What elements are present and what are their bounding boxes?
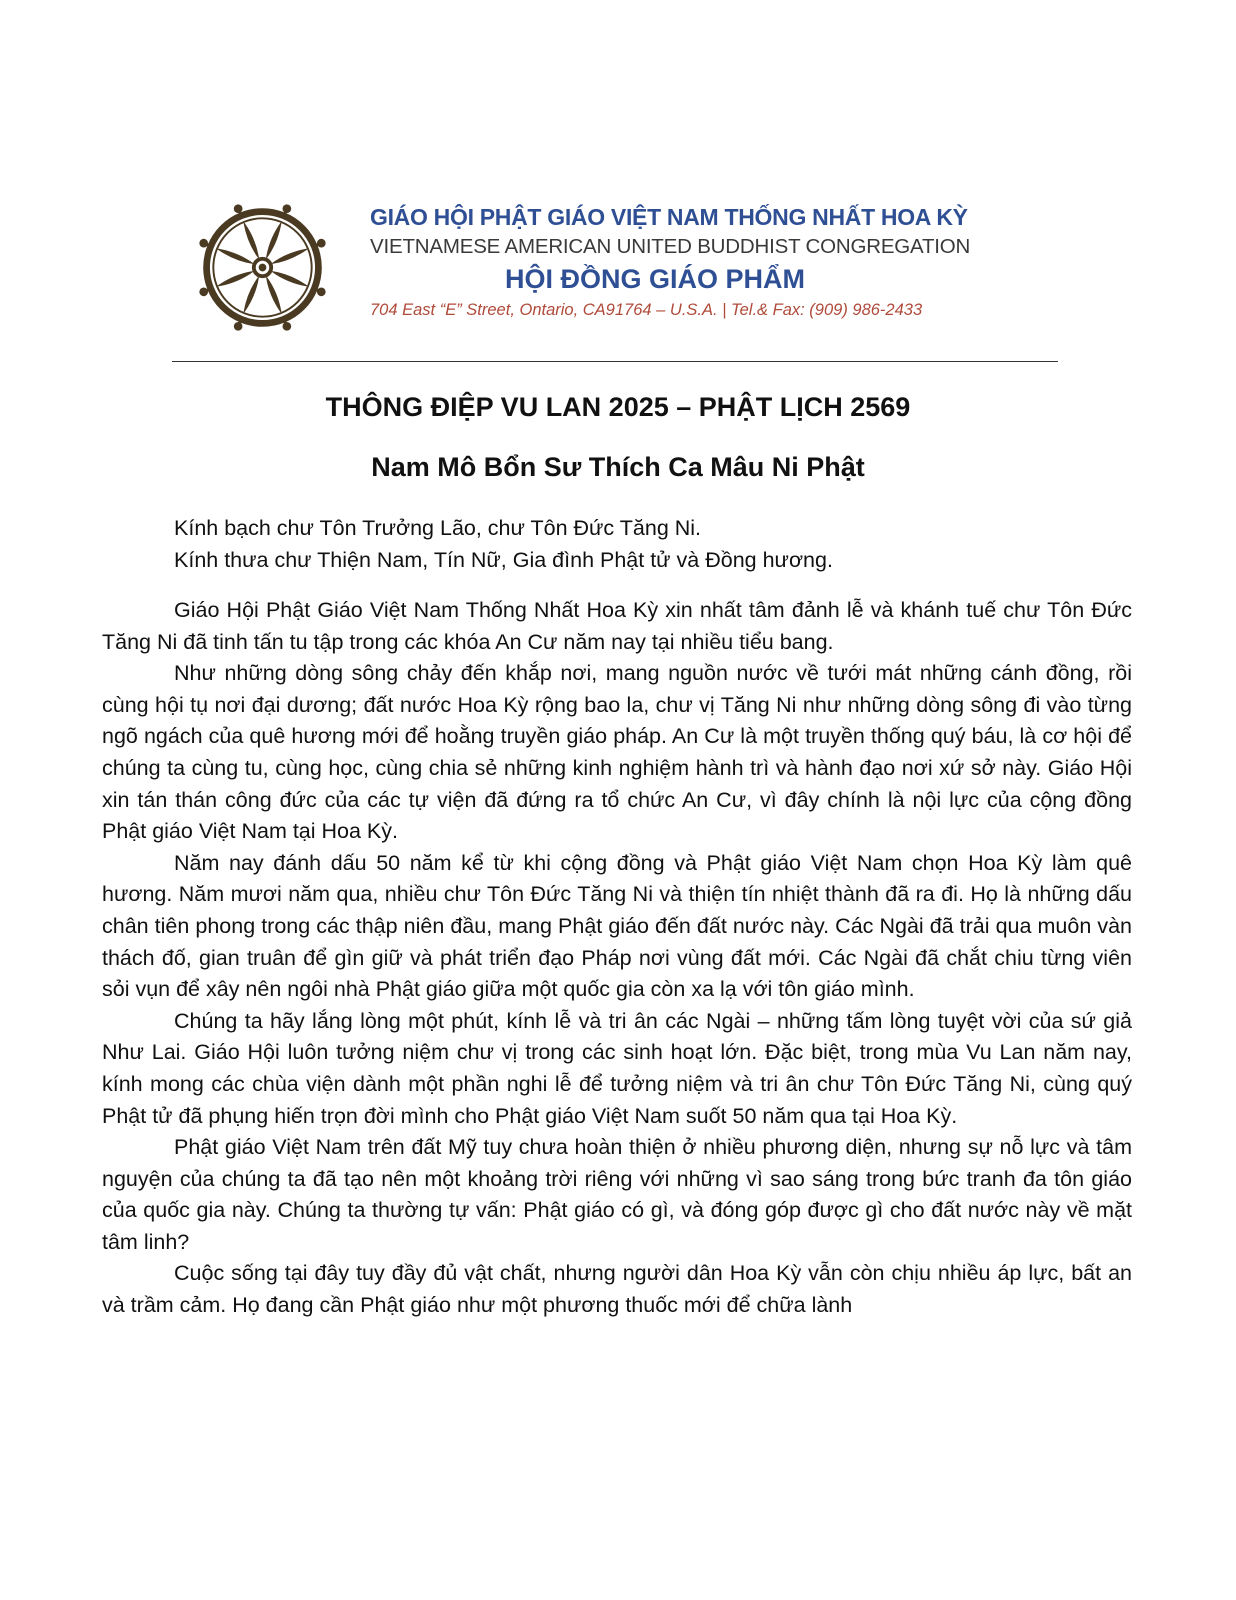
body-paragraph: Phật giáo Việt Nam trên đất Mỹ tuy chưa hoàn thiện ở nhiều phương diện, nhưng sự nỗ lực và tâm nguyện của chúng ta đã tạo nên một khoảng trời riêng với những vì sao sáng trong bức tranh đa tôn giáo của quốc gia này. Chúng ta thường tự vấn: Phật giáo có gì, và đóng góp được gì cho đất nước này về mặt tâm linh? — [102, 1135, 1132, 1254]
wheel-knob-stem — [239, 211, 241, 215]
page-subtitle: Nam Mô Bổn Sư Thích Ca Mâu Ni Phật — [371, 452, 865, 482]
wheel-knob-stem — [239, 319, 241, 323]
wheel-knob-stem — [314, 244, 318, 246]
letterhead — [195, 200, 975, 345]
wheel-knob-stem — [284, 319, 286, 323]
wheel-spoke — [272, 249, 307, 263]
wheel-knob-stem — [284, 211, 286, 215]
wheel-knob — [234, 204, 243, 213]
body-paragraph: Giáo Hội Phật Giáo Việt Nam Thống Nhất Hoa Kỳ xin nhất tâm đảnh lễ và khánh tuế chư Tôn Đức Tăng Ni đã tinh tấn tu tập trong các khóa An Cư năm nay tại nhiều tiểu bang. — [102, 598, 1132, 654]
wheel-knob — [283, 204, 292, 213]
body-paragraph: Cuộc sống tại đây tuy đầy đủ vật chất, nhưng người dân Hoa Kỳ vẫn còn chịu nhiều áp lực, bất an và trầm cảm. Họ đang cần Phật giáo như một phương thuốc mới để chữa lành — [102, 1261, 1132, 1318]
wheel-knob — [199, 288, 208, 297]
body-paragraph: Năm nay đánh dấu 50 năm kể từ khi cộng đồng và Phật giáo Việt Nam chọn Hoa Kỳ làm quê hương. Năm mươi năm qua, nhiều chư Tôn Đức Tăng Ni và thiện tín nhiệt thành đã ra đi. Họ là những dấu chân tiên phong trong các thập niên đầu, mang Phật giáo đến đất nước này. Các Ngài đã trải qua muôn vàn thách đố, gian truân để gìn giữ và phát triển đạo Pháp nơi vùng đất mới. Các Ngài đã chắt chiu từng viên sỏi vụn để xây nên ngôi nhà Phật giáo giữa một quốc gia còn xa lạ với tôn giáo mình. — [102, 850, 1132, 1002]
wheel-spoke — [218, 249, 253, 263]
body-paragraph: Chúng ta hãy lắng lòng một phút, kính lễ và tri ân các Ngài – những tấm lòng tuyệt vời của sứ giả Như Lai. Giáo Hội luôn tưởng niệm chư vị trong các sinh hoạt lớn. Đặc biệt, trong mùa Vu Lan năm nay, kính mong các chùa viện dành một phần nghi lễ để tưởng niệm và tri ân chư Tôn Đức Tăng Ni, cùng quý Phật tử đã phụng hiến trọn đời mình cho Phật giáo Việt Nam suốt 50 năm qua tại Hoa Kỳ. — [102, 1008, 1132, 1128]
wheel-knob-stem — [206, 289, 210, 291]
wheel-knob — [199, 239, 208, 248]
wheel-spoke — [244, 223, 258, 258]
organization-address: 704 East “E” Street, Ontario, CA91764 – U.S.A. | Tel.& Fax: (909) 986-2433 — [370, 301, 923, 319]
wheel-knob-stem — [314, 289, 318, 291]
salutation-line: Kính thưa chư Thiện Nam, Tín Nữ, Gia đình Phật tử và Đồng hương. — [174, 548, 833, 572]
wheel-knob — [317, 288, 326, 297]
header-divider — [172, 361, 1058, 362]
salutation-block — [174, 512, 833, 576]
wheel-spoke — [218, 272, 253, 286]
wheel-knob — [317, 239, 326, 248]
body-paragraph: Như những dòng sông chảy đến khắp nơi, mang nguồn nước về tưới mát những cánh đồng, rồi cùng hội tụ nơi đại dương; đất nước Hoa Kỳ rộng bao la, chư vị Tăng Ni như những dòng sông đi vào từng ngõ ngách của quê hương mới để hoằng truyền giáo pháp. An Cư là một truyền thống quý báu, là cơ hội để chúng ta cùng tu, cùng học, cùng chia sẻ những kinh nghiệm hành trì và hành đạo nơi xứ sở này. Giáo Hội xin tán thán công đức của các tự viện đã đứng ra tổ chức An Cư, vì đây chính là nội lực của cộng đồng Phật giáo Việt Nam tại Hoa Kỳ. — [102, 661, 1132, 844]
wheel-knob — [234, 322, 243, 331]
wheel-knob — [283, 322, 292, 331]
council-name: HỘI ĐỒNG GIÁO PHẨM — [505, 264, 806, 294]
wheel-spoke — [267, 277, 281, 312]
organization-block — [370, 204, 990, 320]
organization-name-english: VIETNAMESE AMERICAN UNITED BUDDHIST CONGREGATION — [370, 235, 971, 258]
page-title: THÔNG ĐIỆP VU LAN 2025 – PHẬT LỊCH 2569 — [325, 392, 911, 422]
wheel-spoke — [272, 272, 307, 286]
wheel-spoke — [244, 277, 258, 312]
organization-name-vietnamese: GIÁO HỘI PHẬT GIÁO VIỆT NAM THỐNG NHẤT HOA KỲ — [370, 204, 968, 230]
wheel-knob-stem — [206, 244, 210, 246]
wheel-spoke — [267, 223, 281, 258]
letter-body — [102, 595, 1132, 1322]
salutation-line: Kính bạch chư Tôn Trưởng Lão, chư Tôn Đức Tăng Ni. — [174, 516, 702, 540]
dharma-wheel-icon — [195, 200, 330, 335]
